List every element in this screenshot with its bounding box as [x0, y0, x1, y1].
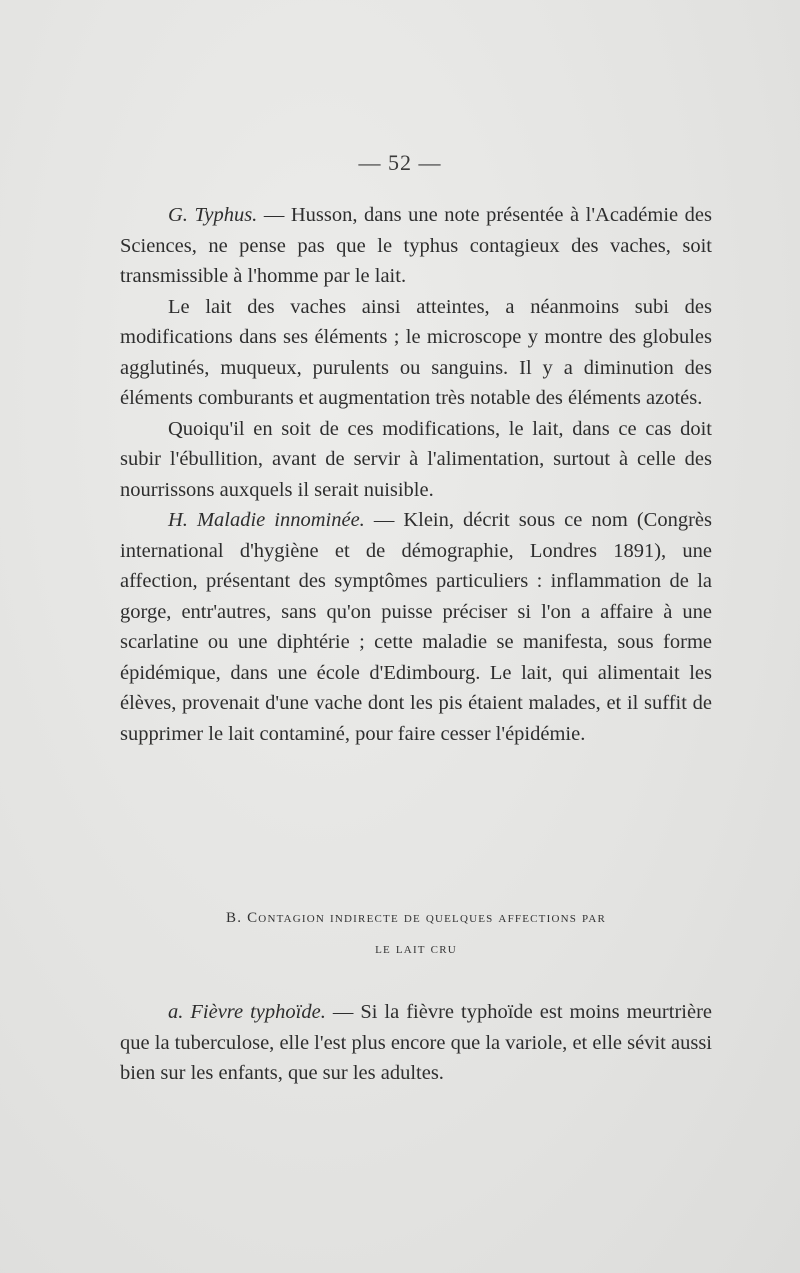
paragraph-milk-modifications — [120, 292, 712, 414]
paragraph-text: — Husson, dans une note présentée à l'Académie des Sciences, ne pense pas que le typhus contagieux des vaches, soit transmissible à l'homme par le lait. — [120, 204, 712, 287]
section-heading-line: B. Contagion indirecte de quelques affections par — [226, 910, 606, 926]
paragraph-fievre-typhoide — [120, 997, 712, 1089]
paragraph-lead: a. Fièvre typhoïde. — [168, 1001, 326, 1023]
body-text — [120, 200, 712, 749]
paragraph-ebullition — [120, 414, 712, 506]
paragraph-text: — Si la fièvre typhoïde est moins meurtrière que la tuberculose, elle l'est plus encore que la variole, et elle sévit aussi bien sur les enfants, que sur les adultes. — [120, 1001, 712, 1084]
section-heading-line: le lait cru — [375, 941, 457, 957]
paragraph-typhus — [120, 200, 712, 292]
paragraph-lead: H. Maladie innominée. — [168, 509, 365, 531]
page-number: — 52 — — [358, 150, 442, 175]
paragraph-text: — Klein, décrit sous ce nom (Congrès international d'hygiène et de démographie, Londres 1891), une affection, présentant des symptômes particuliers : inflammation de la gorge, entr'autres, sans qu'on puisse préciser si l'on a affaire à une scarlatine ou une diphtérie ; cette maladie se manifesta, sous forme épidémique, dans une école d'Edimbourg. Le lait, qui alimentait les élèves, provenait d'une vache dont les pis étaient malades, et il suffit de supprimer le lait contaminé, pour faire cesser l'épidémie. — [120, 509, 712, 745]
section-body-text — [120, 997, 712, 1089]
paragraph-lead: G. Typhus. — [168, 204, 258, 226]
paragraph-text: Le lait des vaches ainsi atteintes, a néanmoins subi des modifications dans ses éléments ; le microscope y montre des globules agglutinés, muqueux, purulents ou sanguins. Il y a diminution des éléments comburants et augmentation très notable des éléments azotés. — [120, 295, 712, 409]
section-heading — [120, 903, 712, 965]
paragraph-maladie-innominee — [120, 505, 712, 749]
paragraph-text: Quoiqu'il en soit de ces modifications, le lait, dans ce cas doit subir l'ébullition, avant de servir à l'alimentation, surtout à celle des nourrissons auxquels il serait nuisible. — [120, 417, 712, 501]
